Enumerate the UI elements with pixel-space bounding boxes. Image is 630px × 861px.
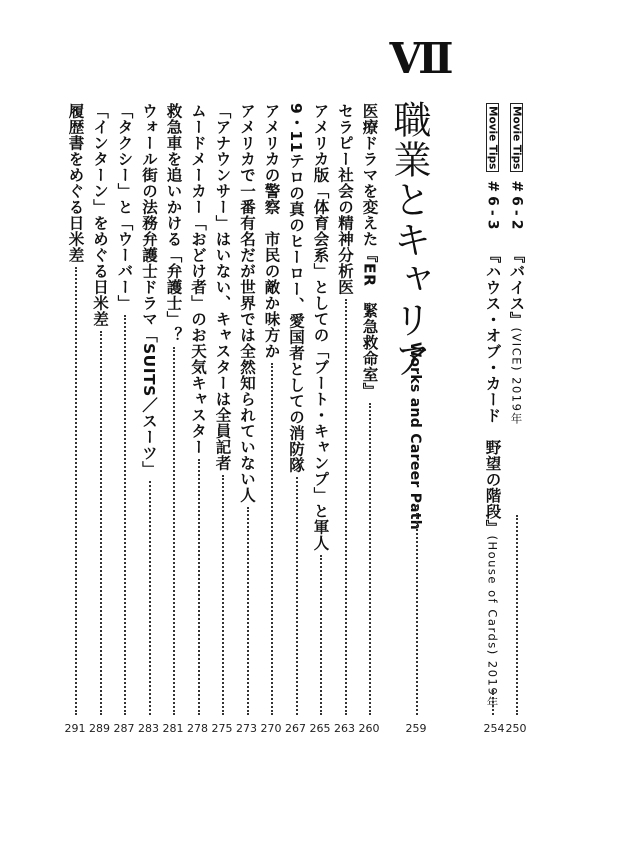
page-number: 270 bbox=[260, 722, 282, 735]
toc-entry-title[interactable]: 「タクシー」と「ウーバー」 bbox=[115, 103, 134, 311]
tips-subtitle: (House of Cards) 2019年 bbox=[485, 535, 500, 710]
page-number: 273 bbox=[236, 722, 257, 735]
page-number: 259 bbox=[405, 722, 427, 735]
page-number: 275 bbox=[211, 722, 233, 735]
leader-dots bbox=[271, 363, 273, 715]
toc-entry-title[interactable]: ウォール街の法務弁護士ドラマ「SUITS／スーツ」 bbox=[140, 103, 158, 477]
movie-tips-label: Movie Tips bbox=[486, 103, 499, 172]
toc-entry-title[interactable]: 履歴書をめぐる日米差 bbox=[66, 103, 85, 263]
leader-dots bbox=[173, 347, 175, 715]
chapter-title[interactable]: 職業とキャリア bbox=[387, 100, 431, 380]
page-number: 254 bbox=[483, 722, 505, 735]
page-number: 267 bbox=[285, 722, 306, 735]
toc-entry-title[interactable]: ムードメーカー「おどけ者」のお天気キャスター bbox=[189, 103, 207, 455]
leader-dots bbox=[124, 315, 126, 715]
page-number: 265 bbox=[309, 722, 331, 735]
page-number: 278 bbox=[187, 722, 208, 735]
tips-subtitle: (VICE) 2019年 bbox=[509, 327, 524, 426]
toc-entry-title[interactable]: アメリカ版「体育会系」としての「ブート・キャンプ」と軍人 bbox=[311, 103, 330, 551]
toc-entry-title[interactable]: 医療ドラマを変えた『ER 緊急救命室』 bbox=[360, 103, 379, 399]
page-number: 281 bbox=[162, 722, 184, 735]
toc-entry-title[interactable]: アメリカで一番有名だが世界では全然知られていない人 bbox=[238, 103, 256, 503]
chapter-number: Ⅶ bbox=[389, 34, 451, 83]
leader-dots bbox=[222, 475, 224, 715]
leader-dots bbox=[492, 690, 494, 715]
toc-entry-title[interactable]: セラピー社会の精神分析医 bbox=[336, 103, 354, 295]
page-number: 287 bbox=[113, 722, 135, 735]
leader-dots bbox=[75, 267, 77, 715]
page-number: 289 bbox=[89, 722, 110, 735]
leader-dots bbox=[149, 481, 151, 715]
leader-dots bbox=[320, 555, 322, 715]
leader-dots bbox=[345, 299, 347, 715]
tips-title: 『ハウス・オブ・カード 野望の階段』 bbox=[483, 247, 502, 536]
toc-entry-title[interactable]: アメリカの警察 市民の敵か味方か bbox=[262, 103, 281, 359]
page-number: 250 bbox=[505, 722, 527, 735]
toc-entry-title[interactable]: 救急車を追いかける「弁護士」？ bbox=[164, 103, 183, 343]
leader-dots bbox=[247, 507, 249, 715]
leader-dots bbox=[198, 459, 200, 715]
page-number: 260 bbox=[358, 722, 380, 735]
tips-entry-6-2[interactable] bbox=[508, 103, 525, 425]
leader-dots bbox=[100, 331, 102, 715]
chapter-english-title: Works and Career Path bbox=[407, 342, 423, 530]
tips-entry-6-3[interactable] bbox=[484, 103, 501, 709]
tips-number: #6-2 bbox=[508, 180, 525, 234]
leader-dots bbox=[369, 403, 371, 715]
page-number: 283 bbox=[138, 722, 159, 735]
leader-dots bbox=[516, 515, 518, 715]
page-number: 291 bbox=[64, 722, 86, 735]
toc-entry-title[interactable]: 「アナウンサー」はいない、キャスターは全員記者 bbox=[213, 103, 232, 471]
tips-title: 『バイス』 bbox=[507, 247, 526, 328]
page-number: 263 bbox=[334, 722, 355, 735]
movie-tips-label: Movie Tips bbox=[510, 103, 523, 172]
toc-entry-title[interactable]: 「インターン」をめぐる日米差 bbox=[91, 103, 109, 327]
toc-entry-title[interactable]: 9・11テロの真のヒーロー、愛国者としての消防隊 bbox=[287, 103, 305, 473]
tips-number: #6-3 bbox=[484, 180, 501, 234]
leader-dots bbox=[296, 477, 298, 715]
leader-dots bbox=[416, 505, 418, 715]
